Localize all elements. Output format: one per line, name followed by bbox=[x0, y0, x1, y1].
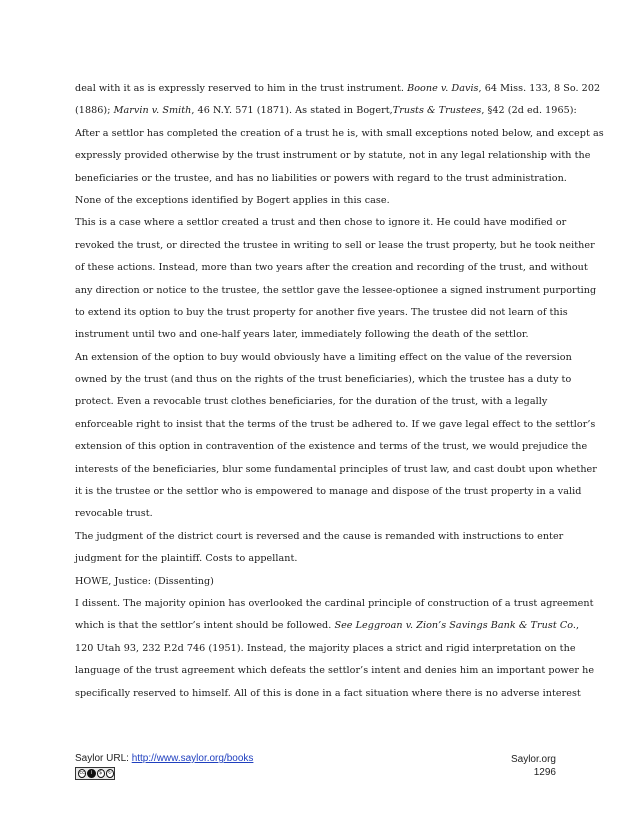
text-run: 120 Utah 93, 232 P.2d 746 (1951). Instead, the majority places a strict and rigid interpretation on the bbox=[75, 642, 576, 654]
text-line bbox=[75, 638, 576, 660]
cc-icon: cc bbox=[79, 770, 85, 776]
text-run: interests of the beneficiaries, blur some fundamental principles of trust law, and cast doubt upon whether bbox=[75, 463, 597, 475]
text-run: protect. Even a revocable trust clothes beneficiaries, for the duration of the trust, with a legally bbox=[75, 396, 548, 408]
text-run: of these actions. Instead, more than two years after the creation and recording of the trust, and without bbox=[75, 262, 588, 274]
text-line bbox=[75, 481, 582, 503]
text-run: owned by the trust (and thus on the rights of the trust beneficiaries), which the trustee has a duty to bbox=[75, 374, 572, 386]
text-run: After a settlor has completed the creation of a trust he is, with small exceptions noted below, and except as bbox=[75, 127, 604, 139]
sa-icon: ↻ bbox=[106, 769, 114, 778]
text-line bbox=[75, 123, 604, 145]
footer-url-prefix: Saylor URL: bbox=[75, 753, 132, 764]
text-line bbox=[75, 391, 555, 413]
text-run: any direction or notice to the trustee, the settlor gave the lessee-optionee a signed instrument purporting bbox=[75, 284, 597, 296]
text-run: specifically reserved to himself. All of this is done in a fact situation where there is no adverse interest bbox=[75, 687, 581, 699]
text-line bbox=[75, 190, 555, 212]
text-line bbox=[75, 414, 596, 436]
text-line bbox=[75, 347, 572, 369]
text-run: expressly provided otherwise by the trust instrument or by statute, not in any legal relationship with the bbox=[75, 150, 591, 162]
text-run: to extend its option to buy the trust property for another five years. The trustee did not learn of this bbox=[75, 306, 568, 318]
text-line bbox=[75, 212, 567, 234]
nc-icon: $ bbox=[97, 769, 105, 778]
text-line bbox=[75, 526, 564, 548]
footer-url-line bbox=[75, 753, 253, 764]
document-body bbox=[75, 78, 604, 705]
text-line bbox=[75, 436, 588, 458]
text-run: (1886); bbox=[75, 105, 114, 117]
text-line bbox=[75, 593, 594, 615]
italic-text: Boone v. Davis bbox=[407, 83, 479, 94]
text-line bbox=[75, 100, 577, 122]
text-line bbox=[75, 459, 597, 481]
italic-text: Marvin v. Smith bbox=[113, 105, 192, 117]
text-run: it is the trustee or the settlor who is empowered to manage and dispose of the trust property in a valid bbox=[75, 486, 582, 498]
text-run: , bbox=[575, 620, 580, 632]
text-line bbox=[75, 302, 568, 324]
text-run: which is that the settlor’s intent should be followed. bbox=[75, 620, 335, 632]
text-line bbox=[75, 235, 595, 257]
text-run: HOWE, Justice: (Dissenting) bbox=[75, 575, 214, 587]
text-run: beneficiaries or the trustee, and has no liabilities or powers with regard to the trust administration. bbox=[75, 172, 567, 184]
text-run: The judgment of the district court is reversed and the cause is remanded with instructions to enter bbox=[75, 530, 564, 542]
text-run: language of the trust agreement which defeats the settlor’s intent and denies him an important power he bbox=[75, 665, 595, 677]
text-line bbox=[75, 615, 580, 637]
text-run: judgment for the plaintiff. Costs to appellant. bbox=[75, 553, 298, 565]
text-run: , 46 N.Y. 571 (1871). As stated in Bogert, bbox=[191, 105, 393, 117]
text-run: This is a case where a settlor created a trust and then chose to ignore it. He could have modified or bbox=[75, 217, 567, 229]
text-line bbox=[75, 503, 555, 525]
text-run: None of the exceptions identified by Bogert applies in this case. bbox=[75, 194, 390, 206]
text-run: extension of this option in contravention of the existence and terms of the trust, we would prejudice the bbox=[75, 441, 588, 453]
italic-text: Trusts & Trustees bbox=[392, 105, 482, 117]
text-run: An extension of the option to buy would obviously have a limiting effect on the value of the reversion bbox=[75, 351, 572, 363]
footer-url-link[interactable]: http://www.saylor.org/books bbox=[131, 753, 254, 764]
by-icon: i bbox=[87, 769, 95, 778]
text-line bbox=[75, 548, 555, 570]
page-footer bbox=[75, 753, 556, 793]
text-run: deal with it as is expressly reserved to him in the trust instrument. bbox=[75, 83, 408, 94]
footer-right bbox=[511, 753, 556, 779]
creative-commons-license-icon[interactable] bbox=[75, 767, 115, 780]
italic-text: See Leggroan v. Zion’s Savings Bank & Trust Co. bbox=[334, 620, 576, 632]
text-run: revoked the trust, or directed the trustee in writing to sell or lease the trust property, but he took neither bbox=[75, 239, 595, 251]
text-line bbox=[75, 280, 597, 302]
text-run: enforceable right to insist that the terms of the trust be adhered to. If we gave legal effect to the settlor’s bbox=[75, 418, 596, 430]
text-run: revocable trust. bbox=[75, 508, 153, 520]
text-run: , §42 (2d ed. 1965): bbox=[481, 105, 577, 117]
page-number: 1296 bbox=[533, 767, 556, 778]
text-line bbox=[75, 571, 555, 593]
text-run: , 64 Miss. 133, 8 So. 202 bbox=[478, 83, 601, 94]
footer-site: Saylor.org bbox=[510, 754, 556, 765]
text-run: instrument until two and one-half years later, immediately following the death of the settlor. bbox=[75, 329, 529, 341]
text-line bbox=[75, 324, 555, 346]
text-run: I dissent. The majority opinion has overlooked the cardinal principle of construction of a trust agreement bbox=[75, 597, 594, 609]
text-line bbox=[75, 78, 601, 100]
text-line bbox=[75, 683, 581, 705]
text-line bbox=[75, 660, 595, 682]
text-line bbox=[75, 145, 591, 167]
text-line bbox=[75, 168, 567, 190]
text-line bbox=[75, 369, 572, 391]
text-line bbox=[75, 257, 588, 279]
